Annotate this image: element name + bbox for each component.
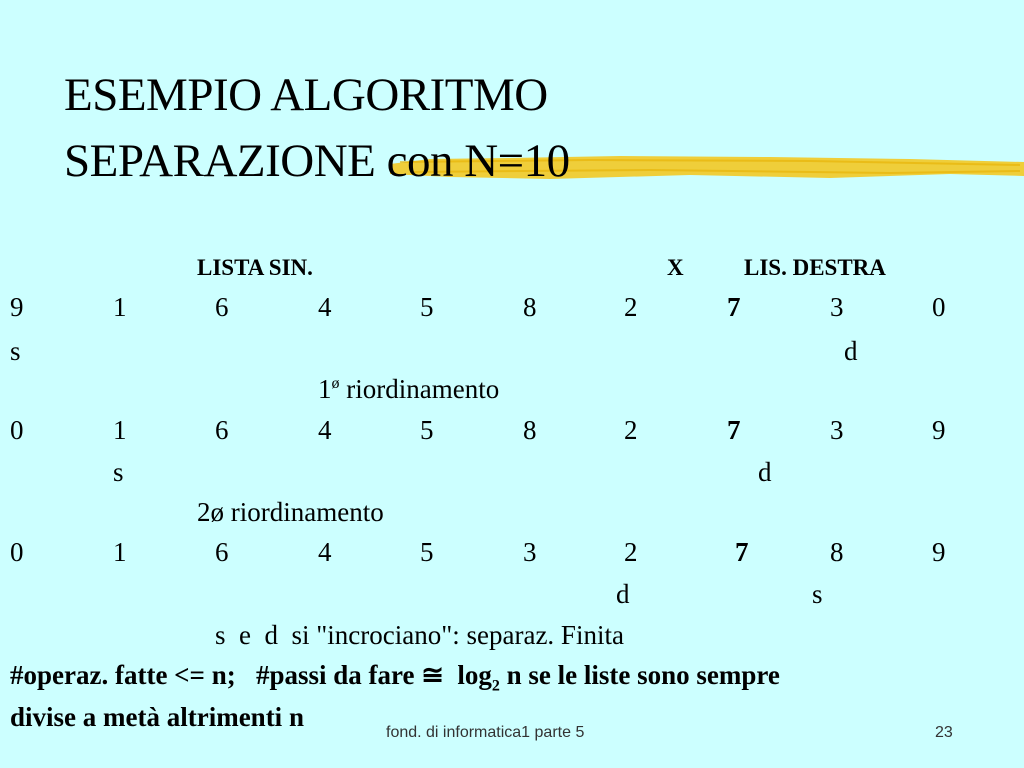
pivot-cell: 7 bbox=[727, 415, 741, 445]
cell: 9 bbox=[932, 415, 946, 445]
cell: 0 bbox=[932, 292, 946, 322]
cell: 4 bbox=[318, 415, 332, 445]
cell: 6 bbox=[215, 537, 229, 567]
slide-title-line-2: SEPARAZIONE con N=10 bbox=[64, 135, 570, 187]
cell: 9 bbox=[932, 537, 946, 567]
cell: 3 bbox=[523, 537, 537, 567]
footer-text: fond. di informatica1 parte 5 bbox=[386, 724, 585, 741]
cell: 2 bbox=[624, 415, 638, 445]
cell: 2 bbox=[624, 537, 638, 567]
cell: 9 bbox=[10, 292, 24, 322]
pointer-d: d bbox=[758, 457, 772, 487]
summary-line-1: #operaz. fatte <= n; #passi da fare ≅ $\log_2 n$ se le liste sono sempre bbox=[10, 660, 780, 695]
cell: 8 bbox=[830, 537, 844, 567]
cell: 6 bbox=[215, 292, 229, 322]
cell: 3 bbox=[830, 415, 844, 445]
cell: 3 bbox=[830, 292, 844, 322]
header-right-list: LIS. DESTRA bbox=[744, 255, 886, 280]
cell: 2 bbox=[624, 292, 638, 322]
crossing-note: s e d si "incrociano": separaz. Finita bbox=[215, 620, 624, 650]
cell: 0 bbox=[10, 537, 24, 567]
pointer-s: s bbox=[10, 336, 21, 366]
cell: 8 bbox=[523, 415, 537, 445]
cell: 5 bbox=[420, 292, 434, 322]
page-number: 23 bbox=[935, 724, 953, 741]
summary-line-2: divise a metà altrimenti n bbox=[10, 702, 304, 732]
pivot-cell: 7 bbox=[735, 537, 749, 567]
pivot-cell: 7 bbox=[727, 292, 741, 322]
second-reorder-note: 2ø riordinamento bbox=[197, 497, 384, 527]
cell: 0 bbox=[10, 415, 24, 445]
slide-title-line-1: ESEMPIO ALGORITMO bbox=[64, 69, 548, 121]
cell: 1 bbox=[113, 537, 127, 567]
header-pivot: X bbox=[667, 255, 684, 280]
cell: 6 bbox=[215, 415, 229, 445]
pointer-d: d bbox=[844, 336, 858, 366]
pointer-d: d bbox=[616, 579, 630, 609]
pointer-s: s bbox=[812, 579, 823, 609]
cell: 4 bbox=[318, 292, 332, 322]
cell: 1 bbox=[113, 415, 127, 445]
cell: 4 bbox=[318, 537, 332, 567]
pointer-s: s bbox=[113, 457, 124, 487]
cell: 8 bbox=[523, 292, 537, 322]
cell: 5 bbox=[420, 415, 434, 445]
cell: 5 bbox=[420, 537, 434, 567]
cell: 1 bbox=[113, 292, 127, 322]
header-left-list: LISTA SIN. bbox=[197, 255, 313, 280]
approx-equal-symbol: ≅ bbox=[421, 660, 444, 690]
first-reorder-note: $1^ø$ riordinamento bbox=[318, 374, 500, 404]
